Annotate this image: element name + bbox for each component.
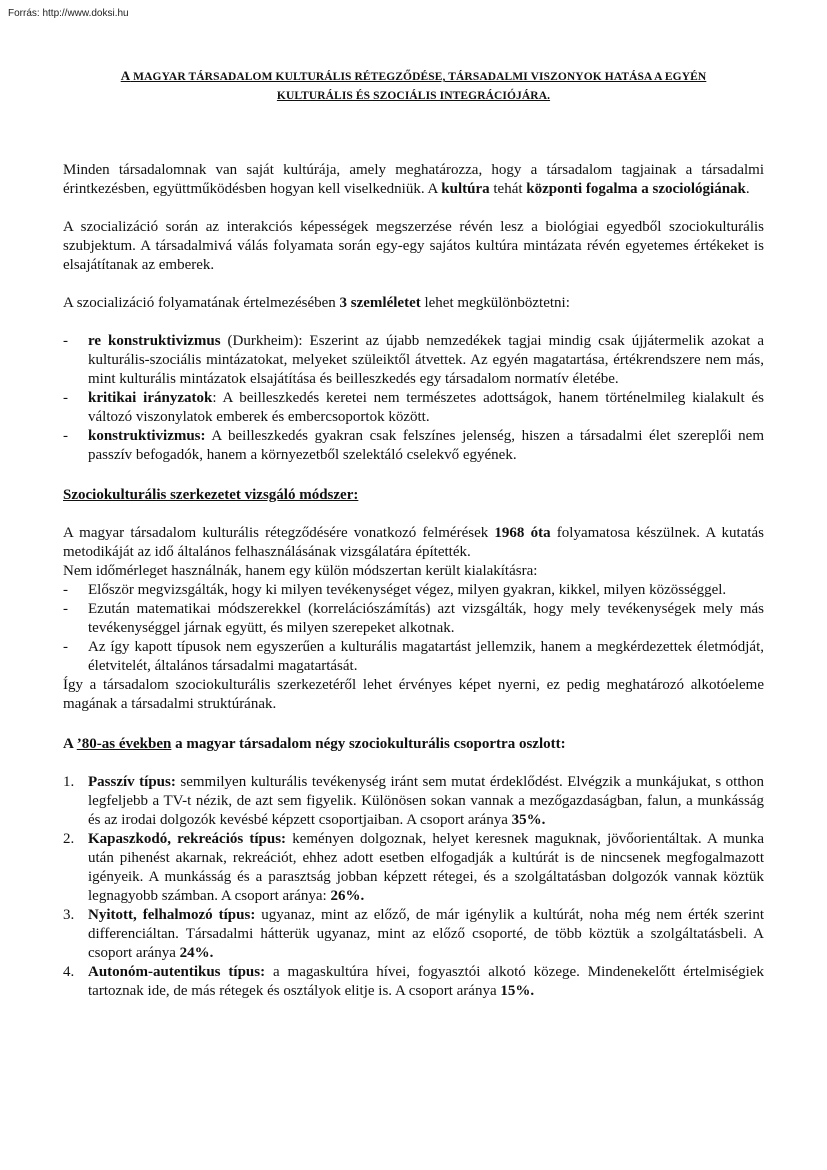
list-marker: 1.	[63, 774, 75, 790]
document-page	[63, 66, 764, 1001]
list-item	[63, 581, 764, 600]
list-marker: -	[63, 428, 68, 444]
emphasis-central-concept: központi fogalma a szociológiának	[526, 181, 746, 197]
list-item	[63, 332, 764, 389]
text-run: semmilyen kulturális tevékenység iránt sem mutat érdeklődést. Elvégzik a munkájukat, s otthon legfeljebb a TV-t nézik, de azt sem figyelik. Különösen sokan vannak a mezőgazdaságban, falun, a munkásság és az irodai dolgozók kevésbé képzett csoportjaiban. A csoport aránya	[88, 774, 765, 828]
percentage: 15%.	[500, 983, 535, 999]
list-marker: 4.	[63, 964, 75, 980]
text-run: Ezután matematikai módszerekkel (korrelációszámítás) azt vizsgálták, hogy mely tevékenységek mely más tevékenységgel járnak együtt, és milyen szerepeket alkotnak.	[88, 601, 764, 636]
term: Passzív típus:	[88, 774, 176, 790]
method-heading	[63, 486, 764, 505]
source-note: Forrás: http://www.doksi.hu	[8, 8, 129, 19]
text-run: keményen dolgoznak, helyet keresnek maguknak, jövőorientáltak. A munka után pihenést akarnak, rekreációt, ehhez adott esetben elfogadják a kultúrát is de nincsenek megfogalmazott igényeik. A munkásság és a parasztság jobban képzett rétegei, és a szolgáltatásban dolgozók vannak köztük legnagyobb számban. A csoport aránya:	[88, 831, 764, 904]
list-marker: 2.	[63, 831, 75, 847]
term: kritikai irányzatok	[88, 390, 213, 406]
title-initial: A	[120, 68, 131, 83]
intro-paragraph-3	[63, 294, 764, 313]
intro-paragraph-2: A szocializáció során az interakciós képességek megszerzése révén lesz a biológiai egyedből szociokulturális szubjektum. A társadalmivá válás folyamata során egy-egy sajátos kultúra mintázata révén egyetemes értékeket is elsajátítanak az emberek.	[63, 219, 764, 273]
text-run: lehet megkülönböztetni:	[420, 295, 570, 311]
list-marker: 3.	[63, 907, 75, 923]
groups-list	[63, 773, 764, 1001]
list-marker: -	[63, 601, 68, 617]
text-run: Először megvizsgálták, hogy ki milyen tevékenységet végez, milyen gyakran, kikkel, milyen közösséggel.	[88, 582, 727, 598]
text-run: A	[63, 736, 77, 752]
emphasis-culture: kultúra	[441, 181, 490, 197]
emphasis-three-views: 3 szemléletet	[339, 295, 421, 311]
list-marker: -	[63, 582, 68, 598]
term: Kapaszkodó, rekreációs típus:	[88, 831, 287, 847]
text-run: A szocializáció folyamatának értelmezésében	[63, 295, 340, 311]
list-marker: -	[63, 639, 68, 655]
text-run: A magyar társadalom kulturális rétegződésére vonatkozó felmérések	[63, 525, 495, 541]
title-line-2: KULTURÁLIS ÉS SZOCIÁLIS INTEGRÁCIÓJÁRA.	[276, 90, 551, 102]
list-item	[63, 963, 764, 1001]
section-heading: Szociokulturális szerkezetet vizsgáló módszer:	[63, 487, 359, 503]
term: Autonóm-autentikus típus:	[88, 964, 266, 980]
list-item	[63, 906, 764, 963]
text-run: Minden társadalomnak van saját kultúrája, amely meghatározza, hogy a társadalom tagjainak a társadalmi érintkezésben, együttműködésben hogyan kell viselkedniük. A	[63, 162, 764, 197]
list-item	[63, 389, 764, 427]
term: Nyitott, felhalmozó típus:	[88, 907, 256, 923]
groups-heading	[63, 735, 764, 754]
text-run: folyamatosa készülnek. A kutatás metodikáját az idő általános felhasználásának vizsgálatára építették.	[63, 525, 765, 560]
percentage: 24%.	[179, 945, 214, 961]
percentage: 26%.	[330, 888, 365, 904]
text-run: A beilleszkedés gyakran csak felszínes jelenség, hiszen a társadalmi élet szereplői nem passzív befogadók, hanem a környezetből szelektáló cselekvő egyének.	[88, 428, 764, 463]
list-marker: -	[63, 390, 68, 406]
text-run: ugyanaz, mint az előző, de már igénylik a kultúrát, noha még nem érték szerint differenciáltan. Társadalmi hátterük ugyanaz, mint az előző csoporté, de több köztük a szolgáltatásbeli. A csoport aránya	[88, 907, 764, 961]
document-title	[63, 66, 764, 106]
method-paragraph-2: Nem időmérleget használnák, hanem egy külön módszertan került kialakításra:	[63, 563, 538, 579]
text-run: tehát	[489, 181, 527, 197]
method-paragraph-3: Így a társadalom szociokulturális szerkezetéről lehet érvényes képet nyerni, ez pedig meghatározó alkotóeleme magának a társadalmi struktúrának.	[63, 677, 764, 712]
text-run: : A beilleszkedés keretei nem természetes adottságok, hanem történelmileg kialakult és változó viszonylatok emberek és embercsoportok között.	[88, 390, 764, 425]
percentage: 35%.	[511, 812, 546, 828]
title-line-1-text: MAGYAR TÁRSADALOM KULTURÁLIS RÉTEGZŐDÉSE, TÁRSADALMI VISZONYOK HATÁSA A EGYÉN	[130, 71, 707, 83]
term: konstruktivizmus:	[88, 428, 206, 444]
term: re konstruktivizmus	[88, 333, 221, 349]
method-paragraph-1	[63, 524, 764, 562]
method-steps-list	[63, 581, 764, 676]
text-run: (Durkheim): Eszerint az újabb nemzedékek tagjai mindig csak újjátermelik azokat a kulturális-szociális mintázatokat, melyeket szüleiktől átvettek. Az egyén magatartása, értékrendszere nem más, mint kulturális mintázatok elsajátítása és beilleszkedés egy társadalom normatív életébe.	[88, 333, 764, 387]
list-item	[63, 427, 764, 465]
text-run: Az így kapott típusok nem egyszerűen a kulturális magatartást jellemzik, hanem a megkérdezettek életmódját, életvitelét, általános társadalmi magatartását.	[88, 639, 764, 674]
views-list	[63, 332, 764, 465]
text-run: a magyar társadalom négy szociokulturális csoportra oszlott:	[171, 736, 566, 752]
text-run: .	[745, 181, 750, 197]
list-item	[63, 600, 764, 638]
heading-underlined: ’80-as években	[76, 736, 172, 752]
list-item	[63, 638, 764, 676]
list-marker: -	[63, 333, 68, 349]
intro-paragraph-1	[63, 161, 764, 199]
list-item	[63, 773, 764, 830]
title-line-1	[63, 66, 764, 87]
emphasis-year: 1968 óta	[494, 525, 551, 541]
list-item	[63, 830, 764, 906]
text-run: a magaskultúra hívei, fogyasztói alkotó közege. Mindenekelőtt értelmiségiek tartoznak ide, de más rétegek és osztályok elitje is. A csoport aránya	[88, 964, 764, 999]
